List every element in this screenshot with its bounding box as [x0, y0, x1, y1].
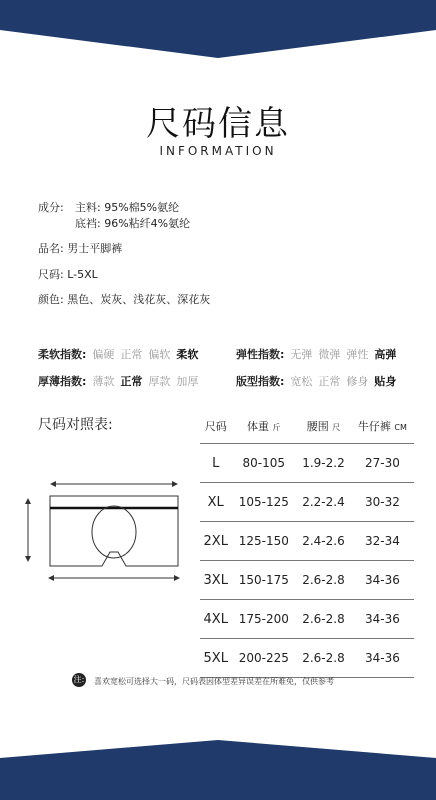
header-size: 尺码	[200, 409, 231, 444]
table-cell: 2.6-2.8	[296, 639, 351, 678]
thickness-option-2: 厚款	[148, 375, 171, 388]
softness-option-1: 正常	[120, 348, 143, 361]
product-colors: 颜色: 黑色、炭灰、浅花灰、深花灰	[38, 293, 211, 306]
table-cell: 3XL	[200, 561, 231, 600]
top-banner	[0, 0, 436, 58]
table-row	[200, 483, 414, 522]
table-cell: 1.9-2.2	[296, 444, 351, 483]
thickness-option-3: 加厚	[176, 375, 199, 388]
fit-option-0: 宽松	[290, 375, 313, 388]
table-row	[200, 444, 414, 483]
table-cell: 200-225	[231, 639, 296, 678]
page-subtitle: INFORMATION	[159, 144, 277, 158]
page-title: 尺码信息	[146, 104, 290, 144]
table-cell: 125-150	[231, 522, 296, 561]
note-badge: 注:	[72, 673, 86, 687]
header-jeans: 牛仔裤 CM	[351, 409, 414, 444]
table-cell: 2.2-2.4	[296, 483, 351, 522]
table-row	[200, 522, 414, 561]
size-table-header	[200, 409, 414, 444]
elasticity-label: 弹性指数:	[236, 348, 285, 361]
header-waist: 腰围 尺	[296, 409, 351, 444]
softness-label: 柔软指数:	[38, 348, 87, 361]
table-row	[200, 561, 414, 600]
crotch-fabric: 底裆: 96%粘纤4%氨纶	[75, 217, 191, 230]
table-cell: 80-105	[231, 444, 296, 483]
table-cell: 150-175	[231, 561, 296, 600]
table-cell: 2XL	[200, 522, 231, 561]
header-weight: 体重 斤	[231, 409, 296, 444]
table-cell: 105-125	[231, 483, 296, 522]
table-cell: 34-36	[351, 639, 414, 678]
product-name: 品名: 男士平脚裤	[38, 242, 123, 255]
fit-option-1: 正常	[318, 375, 341, 388]
table-cell: L	[200, 444, 231, 483]
table-cell: 4XL	[200, 600, 231, 639]
table-cell: 2.6-2.8	[296, 600, 351, 639]
main-fabric: 主料: 95%棉5%氨纶	[75, 201, 180, 214]
softness-option-3: 柔软	[176, 348, 199, 361]
table-cell: 34-36	[351, 600, 414, 639]
size-chart-title: 尺码对照表:	[38, 417, 113, 433]
table-cell: XL	[200, 483, 231, 522]
table-cell: 30-32	[351, 483, 414, 522]
table-cell: 34-36	[351, 561, 414, 600]
fit-option-3: 贴身	[374, 375, 397, 388]
table-cell: 32-34	[351, 522, 414, 561]
table-cell: 27-30	[351, 444, 414, 483]
thickness-option-1: 正常	[120, 375, 143, 388]
softness-option-2: 偏软	[148, 348, 171, 361]
elasticity-option-0: 无弹	[290, 348, 313, 361]
elasticity-option-3: 高弹	[374, 348, 397, 361]
table-cell: 175-200	[231, 600, 296, 639]
thickness-index	[38, 373, 198, 389]
table-row	[200, 639, 414, 678]
softness-index	[38, 346, 198, 362]
elasticity-option-2: 弹性	[346, 348, 369, 361]
thickness-label: 厚薄指数:	[38, 375, 87, 388]
bottom-banner	[0, 740, 436, 800]
boxer-measure-diagram	[22, 478, 190, 588]
table-row	[200, 600, 414, 639]
table-cell: 2.6-2.8	[296, 561, 351, 600]
note-text: 喜欢宽松可选择大一码，尺码表因体型差异误差在所难免，仅供参考	[94, 677, 334, 686]
fit-index	[236, 373, 396, 389]
elasticity-option-1: 微弹	[318, 348, 341, 361]
fit-label: 版型指数:	[236, 375, 285, 388]
fit-option-2: 修身	[346, 375, 369, 388]
size-table	[200, 409, 414, 678]
table-cell: 5XL	[200, 639, 231, 678]
composition-label: 成分:	[38, 201, 64, 214]
size-range: 尺码: L-5XL	[38, 268, 98, 281]
thickness-option-0: 薄款	[92, 375, 115, 388]
table-cell: 2.4-2.6	[296, 522, 351, 561]
elasticity-index	[236, 346, 396, 362]
softness-option-0: 偏硬	[92, 348, 115, 361]
